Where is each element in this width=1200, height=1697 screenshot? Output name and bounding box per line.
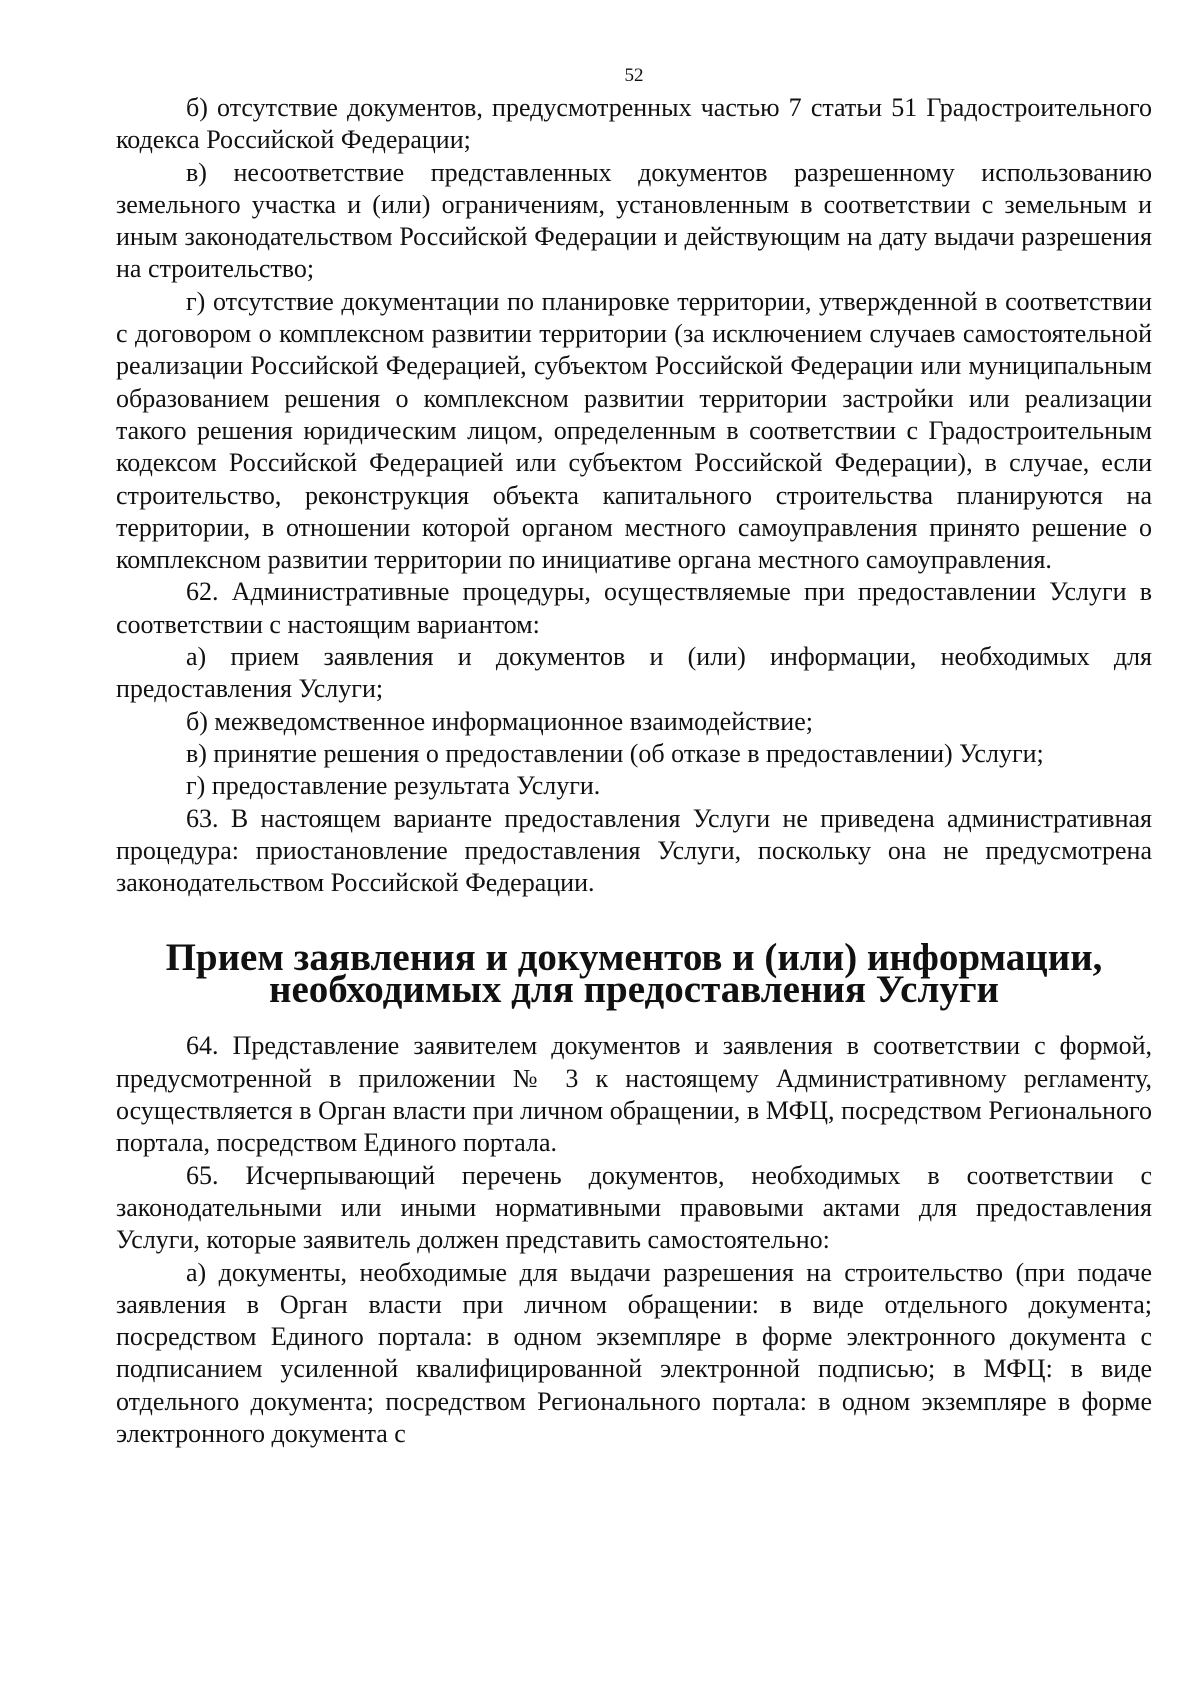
paragraph-clause-v-noncompliance: в) несоответствие представленных документов разрешенному использованию земельного участка и (или) ограничениям, установленным в соответствии с земельным и иным законодательством Российской Федерации и действующим на дату выдачи разрешения на строительство; [116, 157, 1152, 284]
paragraph-65-item-a: а) документы, необходимые для выдачи разрешения на строительство (при подаче заявления в Орган власти при личном обращении: в виде отдельного документа; посредством Единого портала: в одном экземпляре в форме электронного документа с подписанием усиленной квалифицированной электронной подписью; в МФЦ: в виде отдельного документа; посредством Регионального портала: в одном экземпляре в форме электронного документа с [116, 1257, 1152, 1448]
paragraph-clause-b-missing-documents: б) отсутствие документов, предусмотренных частью 7 статьи 51 Градостроительного кодекса Российской Федерации; [116, 93, 1152, 155]
paragraph-clause-g-missing-planning: г) отсутствие документации по планировке территории, утвержденной в соответствии с договором о комплексном развитии территории (за исключением случаев самостоятельной реализации Российской Федерацией, субъектом Российской Федерации или муниципальным образованием решения о комплексном развитии территории застройки или реализации такого решения юридическим лицом, определенным в соответствии с Градостроительным кодексом Российской Федерацией или субъектом Российской Федерации), в случае, если строительство, реконструкция объекта капитального строительства планируются на территории, в отношении которой органом местного самоуправления принято решение о комплексном развитии территории по инициативе органа местного самоуправления. [116, 286, 1152, 575]
paragraph-64: 64. Представление заявителем документов и заявления в соответствии с формой, предусмотренной в приложении № 3 к настоящему Административному регламенту, осуществляется в Орган власти при личном обращении, в МФЦ, посредством Регионального портала, посредством Единого портала. [116, 1031, 1152, 1158]
paragraph-62-item-a: а) прием заявления и документов и (или) информации, необходимых для предоставления Услуги; [116, 642, 1152, 704]
paragraph-62-item-v: в) принятие решения о предоставлении (об отказе в предоставлении) Услуги; [186, 738, 1044, 768]
paragraph-65: 65. Исчерпывающий перечень документов, необходимых в соответствии с законодательными или иными нормативными правовыми актами для предоставления Услуги, которые заявитель должен представить самостоятельно: [116, 1160, 1152, 1255]
document-page [116, 64, 1152, 1450]
paragraph-62-item-g: г) предоставление результата Услуги. [186, 771, 601, 801]
paragraph-62-procedures: 62. Административные процедуры, осуществляемые при предоставлении Услуги в соответствии с настоящим вариантом: [116, 577, 1152, 639]
paragraph-62-item-b: б) межведомственное информационное взаимодействие; [186, 706, 813, 736]
page-number: 52 [624, 65, 644, 86]
section-heading: Прием заявления и документов и (или) информации, необходимых для предоставления Услуги [165, 936, 1103, 1012]
paragraph-63: 63. В настоящем варианте предоставления Услуги не приведена административная процедура: приостановление предоставления Услуги, поскольку она не предусмотрена законодательством Российской Федерации. [116, 803, 1152, 898]
